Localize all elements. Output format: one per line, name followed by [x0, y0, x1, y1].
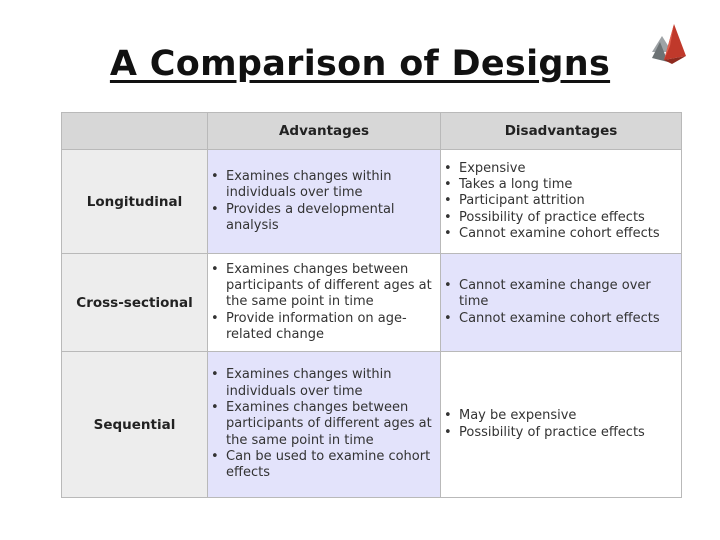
list-item: • Cannot examine cohort effects	[459, 226, 677, 242]
table-row	[62, 150, 682, 254]
disadvantages-list	[441, 161, 681, 242]
list-item: • Provide information on age-related change	[226, 311, 436, 344]
row-label-cross-sectional: Cross-sectional	[62, 254, 208, 352]
list-item: • Cannot examine change over time	[459, 278, 677, 311]
advantages-cell	[208, 254, 441, 352]
disadvantages-cell	[441, 254, 682, 352]
row-label-longitudinal: Longitudinal	[62, 150, 208, 254]
triangle-logo-icon	[648, 22, 688, 68]
list-item: • Examines changes between participants of different ages at the same point in time	[226, 262, 436, 311]
disadvantages-cell	[441, 352, 682, 498]
list-item: • Cannot examine cohort effects	[459, 311, 677, 327]
advantages-list	[208, 367, 440, 481]
advantages-cell	[208, 352, 441, 498]
row-label-sequential: Sequential	[62, 352, 208, 498]
disadvantages-list	[441, 278, 681, 327]
list-item: • Examines changes between participants of different ages at the same point in time	[226, 400, 436, 449]
header-advantages: Advantages	[208, 113, 441, 150]
disadvantages-list	[441, 408, 681, 441]
advantages-list	[208, 169, 440, 234]
advantages-cell	[208, 150, 441, 254]
header-disadvantages: Disadvantages	[441, 113, 682, 150]
list-item: • Expensive	[459, 161, 677, 177]
disadvantages-cell	[441, 150, 682, 254]
list-item: • Participant attrition	[459, 193, 677, 209]
list-item: • Possibility of practice effects	[459, 210, 677, 226]
comparison-table-container	[61, 112, 681, 496]
header-empty	[62, 113, 208, 150]
list-item: • Can be used to examine cohort effects	[226, 449, 436, 482]
list-item: • Examines changes within individuals over time	[226, 169, 436, 202]
list-item: • Possibility of practice effects	[459, 425, 677, 441]
list-item: • Provides a developmental analysis	[226, 202, 436, 235]
slide-title: A Comparison of Designs	[109, 44, 611, 84]
list-item: • Examines changes within individuals over time	[226, 367, 436, 400]
table-row	[62, 352, 682, 498]
table-row	[62, 254, 682, 352]
list-item: • May be expensive	[459, 408, 677, 424]
comparison-table	[61, 112, 682, 498]
advantages-list	[208, 262, 440, 343]
list-item: • Takes a long time	[459, 177, 677, 193]
